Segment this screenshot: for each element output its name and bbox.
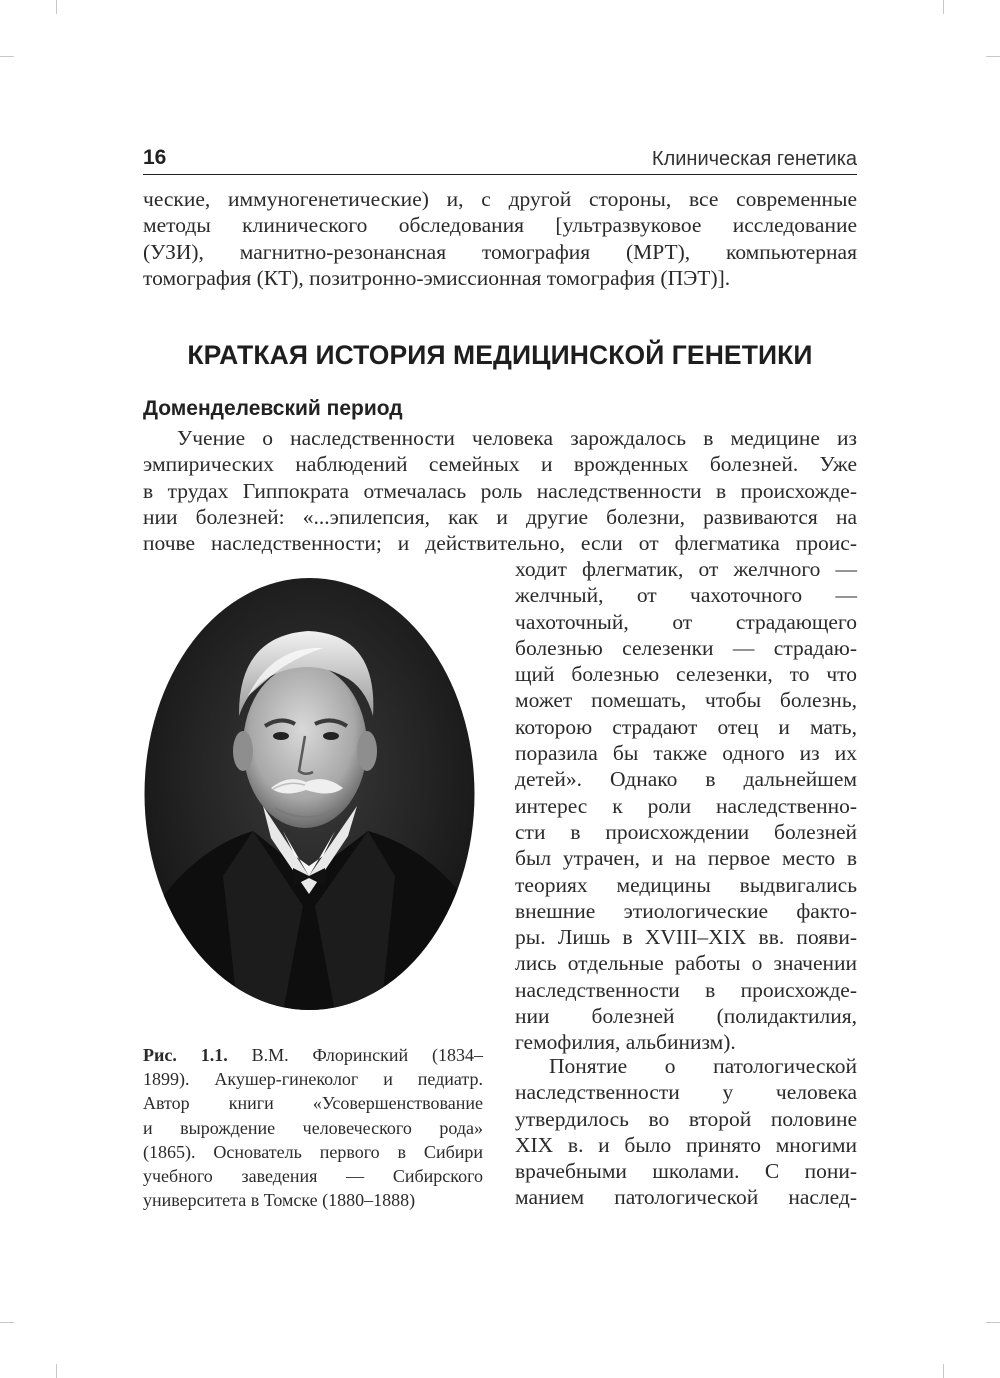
crop-mark [56,1364,57,1378]
text-line: интерес к роли наследственно- [515,793,857,818]
text-line: внешние этиологические факто- [515,898,857,923]
text-line: врачебными школами. С пони- [515,1159,857,1184]
section-title: КРАТКАЯ ИСТОРИЯ МЕДИЦИНСКОЙ ГЕНЕТИКИ [187,340,813,370]
running-title: Клиническая генетика [651,148,857,170]
text-line: может помешать, чтобы болезнь, [515,688,857,713]
caption-line: учебного заведения — Сибирского [143,1165,483,1186]
caption-line: университета в Томске (1880–1888) [143,1190,416,1211]
text-line: которою страдают отец и мать, [515,714,857,739]
history-paragraph [143,425,857,556]
crop-mark [986,56,1000,57]
text-line: ческие, иммуногенетические) и, с другой стороны, все современные [143,187,857,211]
crop-mark [56,0,57,14]
text-line: манием патологической наслед- [515,1185,857,1210]
running-header [143,142,857,175]
figure-label: Рис. 1.1. [143,1045,228,1065]
text-line: Понятие о патологической [549,1054,857,1078]
caption-line: (1865). Основатель первого в Сибири [143,1141,483,1162]
text-line: (УЗИ), магнитно-резонансная томография (МРТ), компьютерная [143,239,857,264]
text-line: в трудах Гиппократа отмечалась роль наследственности в происхожде- [143,478,857,503]
caption-line: Рис. 1.1. В.М. Флоринский (1834– [143,1045,483,1065]
text-line: гемофилия, альбинизм). [515,1030,736,1055]
text-line: наследственности в происхожде- [515,977,857,1002]
text-line: детей». Однако в дальнейшем [515,767,857,792]
text-line: нии болезней: «...эпилепсия, как и другие болезни, развиваются на [143,504,857,529]
page-number: 16 [143,146,167,169]
text-line: чахоточный, от страдающего [515,609,857,634]
intro-paragraph [143,186,857,291]
crop-mark [0,1322,14,1323]
text-line: эмпирических наблюдений семейных и врожденных болезней. Уже [143,452,857,477]
text-line: лись отдельные работы о значении [515,951,857,976]
text-line: болезнью селезенки — страдаю- [515,635,857,660]
crop-mark [0,56,14,57]
text-line: нии болезней (полидактилия, [515,1004,857,1029]
caption-line: и вырождение человеческого рода» [143,1117,483,1138]
text-line: сти в происхождении болезней [515,819,857,844]
text-line: ры. Лишь в XVIII–XIX вв. появи- [515,925,857,950]
text-line: щий болезнью селезенки, то что [515,662,857,687]
column-paragraph-2 [515,1053,857,1211]
subsection-title: Доменделевский период [143,397,403,420]
caption-line: Автор книги «Усовершенствование [143,1093,483,1114]
text-line: теориях медицины выдвигались [515,872,857,897]
crop-mark [986,1322,1000,1323]
text-line: наследственности у человека [515,1080,857,1105]
text-line: ходит флегматик, от желчного — [515,557,857,581]
text-line: желчный, от чахоточного — [515,583,857,608]
text-line: методы клинического обследования [ультразвуковое исследование [143,213,857,238]
caption-line: 1899). Акушер-гинеколог и педиатр. [143,1069,483,1090]
text-line: утвердилось во второй половине [515,1106,857,1131]
text-line: почве наследственности; и действительно, если от флегматика проис- [143,531,857,556]
text-line: томография (КТ), позитронно-эмиссионная томография (ПЭТ)]. [143,265,731,290]
portrait-image [143,576,476,1012]
text-line: Учение о наследственности человека зарождалось в медицине из [177,426,857,450]
text-line: был утрачен, и на первое место в [515,846,857,871]
text-line: поразила бы также одного из их [515,741,857,766]
column-paragraph [515,556,857,1056]
crop-mark [943,1364,944,1378]
text-line: XIX в. и было принято многими [515,1132,857,1157]
crop-mark [943,0,944,14]
figure-caption [143,1043,483,1212]
